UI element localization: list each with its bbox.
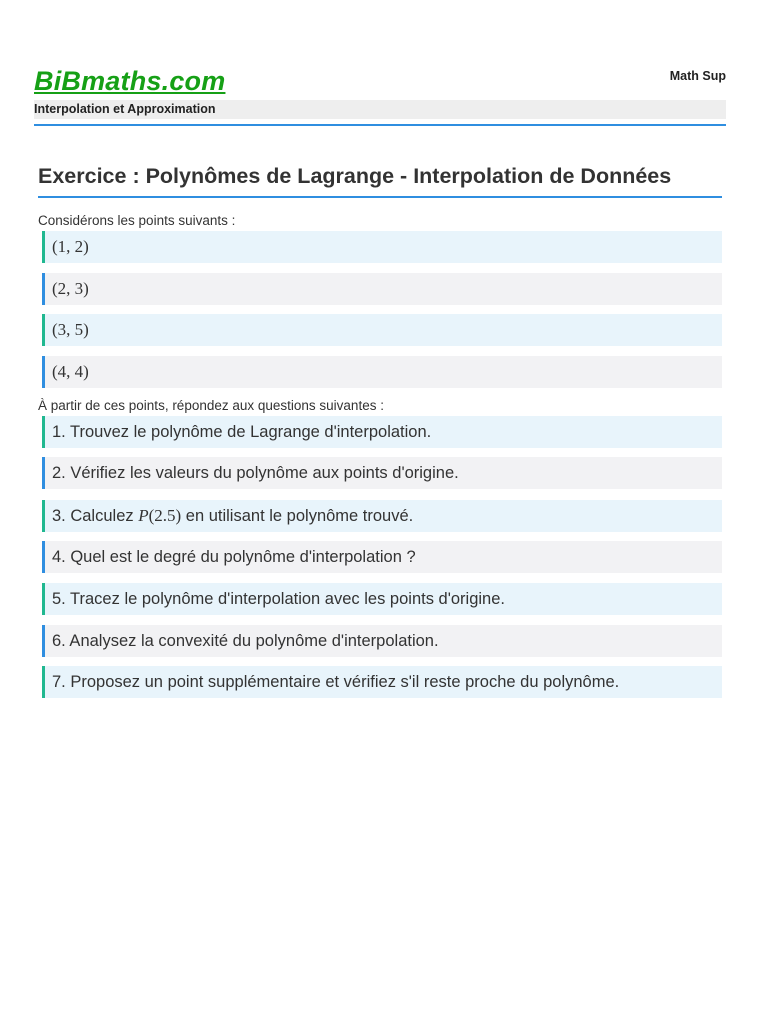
title-divider bbox=[38, 196, 722, 198]
point-item bbox=[42, 231, 722, 263]
question-item bbox=[42, 500, 722, 532]
header-divider bbox=[34, 124, 726, 126]
point-item bbox=[42, 314, 722, 346]
question-text: 5. Tracez le polynôme d'interpolation avec les points d'origine. bbox=[52, 589, 505, 608]
subject-bar bbox=[34, 100, 726, 119]
site-title-link[interactable]: BiBmaths.com bbox=[34, 66, 226, 96]
level-label: Math Sup bbox=[669, 69, 726, 83]
point-value: (2, 3) bbox=[52, 279, 89, 298]
math-expression bbox=[138, 506, 181, 526]
questions-intro: À partir de ces points, répondez aux questions suivantes : bbox=[38, 398, 384, 413]
question-item bbox=[42, 416, 722, 448]
question-item bbox=[42, 625, 722, 657]
math-variable: P bbox=[138, 506, 149, 525]
question-item bbox=[42, 457, 722, 489]
points-intro: Considérons les points suivants : bbox=[38, 213, 236, 228]
question-text: 4. Quel est le degré du polynôme d'interpolation ? bbox=[52, 547, 416, 566]
subject-label: Interpolation et Approximation bbox=[34, 102, 216, 116]
question-text-suffix: en utilisant le polynôme trouvé. bbox=[185, 506, 414, 525]
math-argument: (2.5) bbox=[148, 506, 182, 525]
exercise-title: Exercice : Polynômes de Lagrange - Interpolation de Données bbox=[38, 164, 672, 188]
question-item bbox=[42, 541, 722, 573]
question-text: 6. Analysez la convexité du polynôme d'interpolation. bbox=[52, 631, 439, 650]
question-text: 2. Vérifiez les valeurs du polynôme aux points d'origine. bbox=[52, 463, 459, 482]
point-value: (4, 4) bbox=[52, 362, 89, 381]
question-text: 1. Trouvez le polynôme de Lagrange d'interpolation. bbox=[52, 422, 432, 441]
point-item bbox=[42, 273, 722, 305]
point-item bbox=[42, 356, 722, 388]
question-text-prefix: 3. Calculez bbox=[52, 506, 134, 525]
point-value: (1, 2) bbox=[52, 237, 89, 256]
question-item bbox=[42, 583, 722, 615]
question-text: 7. Proposez un point supplémentaire et vérifiez s'il reste proche du polynôme. bbox=[52, 672, 620, 691]
question-item bbox=[42, 666, 722, 698]
point-value: (3, 5) bbox=[52, 320, 89, 339]
